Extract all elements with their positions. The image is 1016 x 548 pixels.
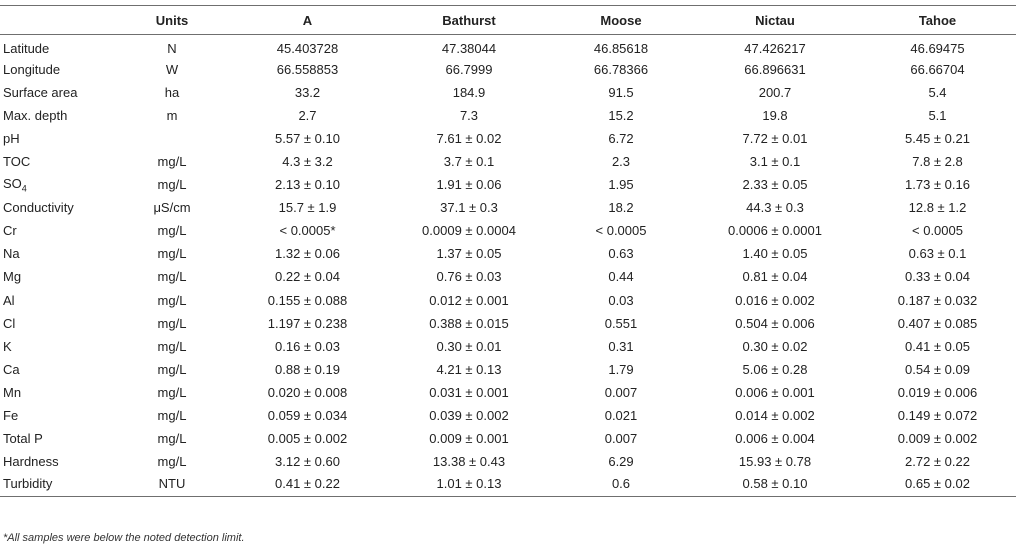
parameter-label: Na xyxy=(3,246,20,262)
row-value: 7.8 ± 2.8 xyxy=(912,154,963,170)
row-value: 0.41 ± 0.05 xyxy=(905,338,970,354)
row-value: 0.58 ± 0.10 xyxy=(691,473,859,496)
row-value: 0.009 ± 0.001 xyxy=(429,431,509,447)
row-value: 5.45 ± 0.21 xyxy=(905,130,970,146)
parameter-label: TOC xyxy=(3,154,31,170)
row-units: N xyxy=(167,40,177,56)
row-value: 0.6 xyxy=(551,473,691,496)
table-row xyxy=(0,196,1016,219)
row-value: 0.63 ± 0.1 xyxy=(908,246,967,262)
row-parameter xyxy=(0,35,116,58)
parameter-label: Hardness xyxy=(3,454,59,470)
row-value: 45.403728 xyxy=(276,40,339,56)
row-value: 0.014 ± 0.002 xyxy=(735,408,815,424)
row-value: 3.1 ± 0.1 xyxy=(749,154,801,170)
row-parameter xyxy=(0,381,116,404)
row-value: 0.407 ± 0.085 xyxy=(897,315,978,331)
row-value: 0.33 ± 0.04 xyxy=(905,269,970,285)
table-row xyxy=(0,289,1016,312)
row-value: 0.006 ± 0.001 xyxy=(735,384,815,400)
header-parameter xyxy=(0,6,116,35)
row-value: 0.016 ± 0.002 xyxy=(735,292,815,308)
row-parameter xyxy=(0,150,116,173)
parameter-label: Max. depth xyxy=(3,107,68,123)
parameter-label: Total P xyxy=(3,431,43,447)
row-value: 0.021 xyxy=(604,408,638,424)
row-value: 46.85618 xyxy=(593,40,649,56)
row-units: mg/L xyxy=(157,454,187,470)
row-value: 15.93 ± 0.78 xyxy=(738,454,812,470)
row-value: 0.03 xyxy=(608,292,634,308)
row-units: ha xyxy=(164,84,180,100)
parameter-label: Mg xyxy=(3,269,22,285)
table-row xyxy=(0,312,1016,335)
row-units: mg/L xyxy=(157,246,187,262)
parameter-subscript: 4 xyxy=(21,183,27,194)
row-value: 2.13 ± 0.10 xyxy=(275,177,340,193)
row-parameter xyxy=(0,473,116,496)
row-value: 0.30 ± 0.02 xyxy=(742,338,808,354)
row-value: 66.66704 xyxy=(910,61,965,77)
parameter-label: Al xyxy=(3,292,15,308)
row-value: 0.81 ± 0.04 xyxy=(742,269,808,285)
row-units: mg/L xyxy=(157,431,187,447)
row-value: 66.558853 xyxy=(276,61,339,77)
table-row xyxy=(0,104,1016,127)
row-value: 0.020 ± 0.008 xyxy=(267,384,348,400)
row-value: < 0.0005 xyxy=(595,223,647,239)
row-value: 2.3 xyxy=(611,154,631,170)
row-value: 0.30 ± 0.01 xyxy=(436,338,502,354)
parameter-label: Surface area xyxy=(3,84,78,100)
header-units: Units xyxy=(116,6,228,35)
parameter-label: Longitude xyxy=(3,61,61,77)
row-value: 1.37 ± 0.05 xyxy=(436,246,502,262)
row-value: 3.7 ± 0.1 xyxy=(443,154,495,170)
header-lake-nictau: Nictau xyxy=(691,6,859,35)
row-value: 184.9 xyxy=(452,84,486,100)
row-parameter xyxy=(0,265,116,288)
row-value: 0.009 ± 0.002 xyxy=(897,431,978,447)
row-value: 66.896631 xyxy=(744,61,806,77)
row-units: mg/L xyxy=(157,154,187,170)
row-value: 33.2 xyxy=(294,84,321,100)
row-value: 2.72 ± 0.22 xyxy=(905,454,970,470)
row-value: 0.187 ± 0.032 xyxy=(897,292,978,308)
parameter-label: Ca xyxy=(3,361,20,377)
table-row xyxy=(0,58,1016,81)
row-value: 1.79 xyxy=(608,361,634,377)
row-parameter xyxy=(0,127,116,150)
row-parameter xyxy=(0,104,116,127)
row-value: 4.21 ± 0.13 xyxy=(436,361,502,377)
row-parameter xyxy=(0,242,116,265)
row-value: 0.504 ± 0.006 xyxy=(735,315,815,331)
row-value: 0.31 xyxy=(608,338,634,354)
row-value: 1.91 ± 0.06 xyxy=(436,177,502,193)
row-value: 13.38 ± 0.43 xyxy=(432,454,506,470)
row-value: 0.44 xyxy=(608,269,634,285)
parameter-label: Fe xyxy=(3,408,19,424)
row-value: 0.22 ± 0.04 xyxy=(275,269,340,285)
row-parameter xyxy=(0,404,116,427)
row-value: 47.38044 xyxy=(441,40,497,56)
row-units: mg/L xyxy=(157,315,187,331)
row-value: 5.57 ± 0.10 xyxy=(275,130,340,146)
row-value: 0.149 ± 0.072 xyxy=(897,408,978,424)
row-units: mg/L xyxy=(157,361,187,377)
row-value: 0.41 ± 0.22 xyxy=(228,473,387,496)
row-value: 1.73 ± 0.16 xyxy=(905,177,970,193)
table-row xyxy=(0,404,1016,427)
row-value: 1.40 ± 0.05 xyxy=(742,246,808,262)
row-value: 19.8 xyxy=(762,107,788,123)
table-row xyxy=(0,35,1016,58)
row-value: 0.005 ± 0.002 xyxy=(267,431,348,447)
row-value: 3.12 ± 0.60 xyxy=(275,454,340,470)
parameter-label: Mn xyxy=(3,384,22,400)
header-lake-bathurst: Bathurst xyxy=(387,6,551,35)
row-units: μS/cm xyxy=(153,200,191,216)
row-value: 47.426217 xyxy=(744,40,806,56)
row-value: 0.88 ± 0.19 xyxy=(275,361,340,377)
parameter-label: pH xyxy=(3,130,20,146)
row-value: 44.3 ± 0.3 xyxy=(746,200,804,216)
header-lake-a: A xyxy=(228,6,387,35)
lake-properties-table xyxy=(0,5,1016,497)
row-value: 0.039 ± 0.002 xyxy=(429,408,509,424)
row-value: 5.06 ± 0.28 xyxy=(742,361,808,377)
row-units xyxy=(116,127,228,150)
row-value: 0.54 ± 0.09 xyxy=(905,361,970,377)
table-row xyxy=(0,150,1016,173)
header-lake-tahoe: Tahoe xyxy=(859,6,1016,35)
row-value: 37.1 ± 0.3 xyxy=(440,200,498,216)
row-value: 1.197 ± 0.238 xyxy=(267,315,348,331)
parameter-label: K xyxy=(3,338,12,354)
row-value: 0.012 ± 0.001 xyxy=(429,292,509,308)
row-value: 46.69475 xyxy=(910,40,965,56)
row-parameter xyxy=(0,358,116,381)
row-value: 1.95 xyxy=(608,177,634,193)
parameter-label: Cl xyxy=(3,315,16,331)
row-value: 0.007 xyxy=(604,384,638,400)
row-value: 0.019 ± 0.006 xyxy=(897,384,978,400)
parameter-label: SO xyxy=(3,175,22,191)
row-value: 0.63 xyxy=(608,246,634,262)
row-units: mg/L xyxy=(157,223,187,239)
row-value: 1.01 ± 0.13 xyxy=(387,473,551,496)
row-units: mg/L xyxy=(157,292,187,308)
parameter-label: Conductivity xyxy=(3,200,74,216)
table-row xyxy=(0,381,1016,404)
row-parameter xyxy=(0,335,116,358)
row-value: 5.1 xyxy=(928,107,947,123)
table-body xyxy=(0,35,1016,497)
row-value: 15.2 xyxy=(608,107,634,123)
row-value: 5.4 xyxy=(928,84,947,100)
table-row xyxy=(0,473,1016,496)
row-value: 2.33 ± 0.05 xyxy=(742,177,808,193)
row-units: W xyxy=(165,61,179,77)
row-value: < 0.0005* xyxy=(279,223,336,239)
table-row xyxy=(0,427,1016,450)
row-value: 0.031 ± 0.001 xyxy=(429,384,509,400)
row-value: 6.29 xyxy=(608,454,634,470)
row-value: 0.16 ± 0.03 xyxy=(275,338,340,354)
row-value: 18.2 xyxy=(608,200,634,216)
row-parameter xyxy=(0,173,116,196)
row-units: mg/L xyxy=(157,177,187,193)
row-value: 66.78366 xyxy=(593,61,649,77)
row-parameter xyxy=(0,81,116,104)
row-value: 0.0006 ± 0.0001 xyxy=(728,223,822,239)
table-row xyxy=(0,335,1016,358)
row-parameter xyxy=(0,58,116,81)
row-value: 66.7999 xyxy=(445,61,493,77)
row-value: 0.65 ± 0.02 xyxy=(859,473,1016,496)
table-row xyxy=(0,242,1016,265)
parameter-label: Turbidity xyxy=(3,476,53,492)
table-header-row xyxy=(0,6,1016,35)
row-parameter xyxy=(0,312,116,335)
row-value: 12.8 ± 1.2 xyxy=(908,200,967,216)
row-units: NTU xyxy=(116,473,228,496)
table-row xyxy=(0,173,1016,196)
row-value: 2.7 xyxy=(298,107,317,123)
row-value: 7.72 ± 0.01 xyxy=(742,130,808,146)
row-units: mg/L xyxy=(157,408,187,424)
header-lake-moose: Moose xyxy=(551,6,691,35)
row-parameter xyxy=(0,450,116,473)
row-parameter xyxy=(0,196,116,219)
table-row xyxy=(0,219,1016,242)
parameter-label: Latitude xyxy=(3,40,50,56)
table-footnote: *All samples were below the noted detection limit. xyxy=(3,532,245,544)
row-value: < 0.0005 xyxy=(912,223,963,239)
row-value: 0.059 ± 0.034 xyxy=(267,408,348,424)
row-parameter xyxy=(0,427,116,450)
row-value: 0.388 ± 0.015 xyxy=(429,315,509,331)
table-row xyxy=(0,81,1016,104)
row-value: 0.551 xyxy=(604,315,638,331)
table-row xyxy=(0,450,1016,473)
parameter-label: Cr xyxy=(3,223,17,239)
row-value: 91.5 xyxy=(608,84,634,100)
row-value: 0.76 ± 0.03 xyxy=(436,269,502,285)
row-parameter xyxy=(0,219,116,242)
row-units: m xyxy=(166,107,178,123)
row-value: 7.3 xyxy=(459,107,479,123)
row-value: 0.155 ± 0.088 xyxy=(267,292,348,308)
row-value: 4.3 ± 3.2 xyxy=(282,154,333,170)
row-units: mg/L xyxy=(157,384,187,400)
row-value: 0.006 ± 0.004 xyxy=(735,431,815,447)
row-value: 200.7 xyxy=(758,84,792,100)
row-value: 1.32 ± 0.06 xyxy=(275,246,340,262)
row-units: mg/L xyxy=(157,269,187,285)
row-value: 6.72 xyxy=(608,130,634,146)
table-row xyxy=(0,265,1016,288)
row-value: 15.7 ± 1.9 xyxy=(278,200,337,216)
table-row xyxy=(0,358,1016,381)
row-units: mg/L xyxy=(157,338,187,354)
row-parameter xyxy=(0,289,116,312)
table-row xyxy=(0,127,1016,150)
row-value: 7.61 ± 0.02 xyxy=(436,130,502,146)
row-value: 0.007 xyxy=(604,431,638,447)
row-value: 0.0009 ± 0.0004 xyxy=(422,223,516,239)
